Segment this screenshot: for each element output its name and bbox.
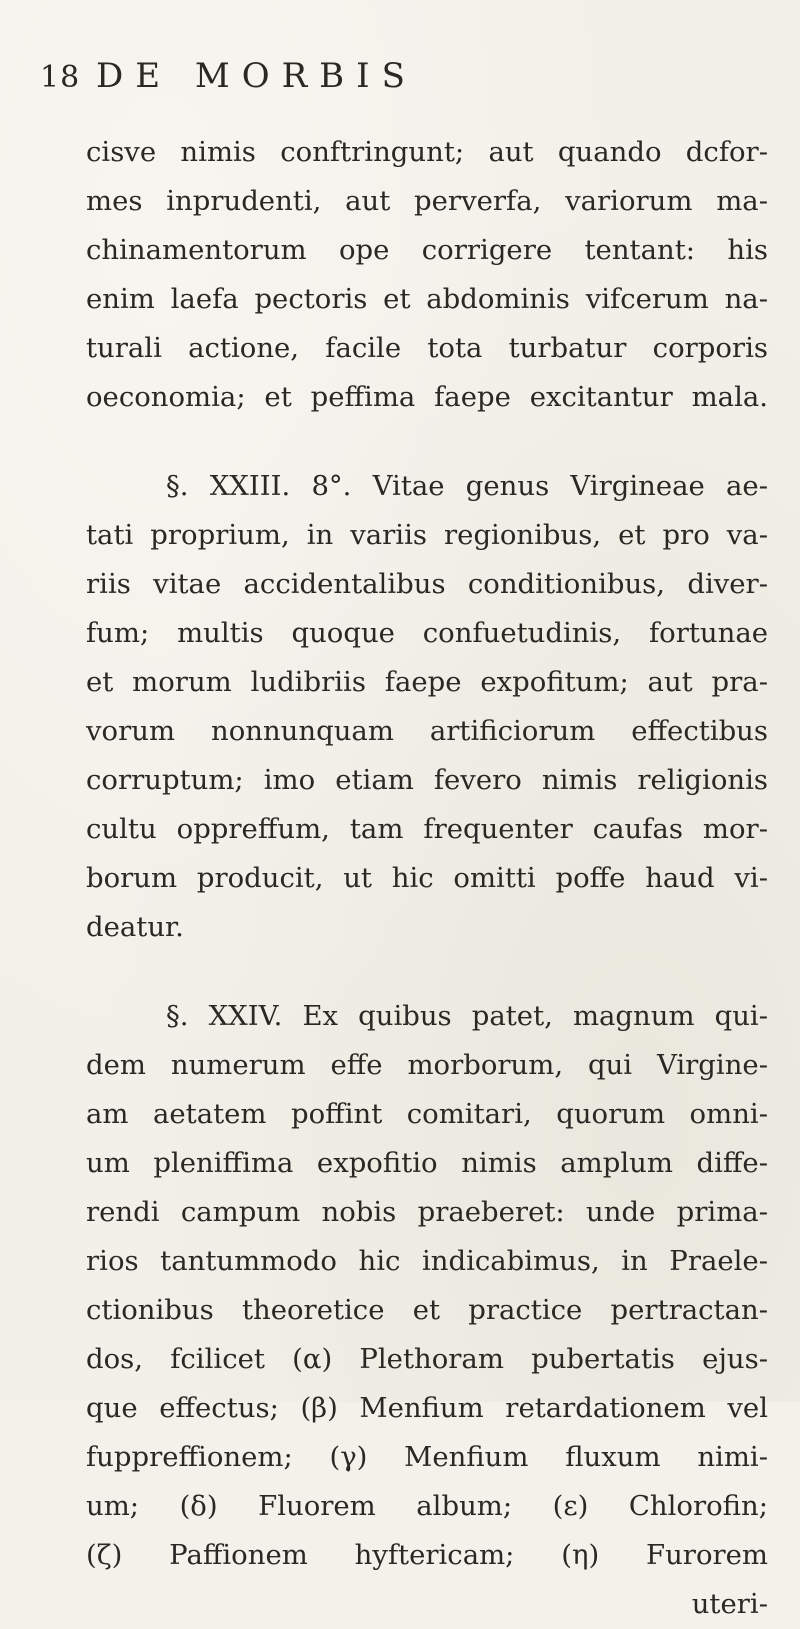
text-line: chinamentorum ope corrigere tentant: his (86, 234, 768, 266)
text-line: um; (δ) Fluorem album; (ε) Chlorofin; (86, 1490, 768, 1522)
body-text (86, 128, 768, 1629)
text-line: dos, fcilicet (α) Plethoram pubertatis ejus- (86, 1343, 768, 1375)
running-head: DE MORBIS (96, 56, 417, 96)
section-heading-line: §. XXIII. 8°. Vitae genus Virgineae ae- (166, 470, 768, 502)
text-line: corruptum; imo etiam fevero nimis religionis (86, 764, 768, 796)
page-number: 18 (40, 60, 81, 95)
text-line: am aetatem poffint comitari, quorum omni- (86, 1098, 768, 1130)
paragraph-3-section-xxiv (86, 992, 768, 1629)
section-heading-line: §. XXIV. Ex quibus patet, magnum qui- (166, 1000, 768, 1032)
text-line: rendi campum nobis praeberet: unde prima- (86, 1196, 768, 1228)
text-line: (ζ) Paffionem hyftericam; (η) Furorem (86, 1539, 768, 1571)
text-line: tati proprium, in variis regionibus, et pro va- (86, 519, 768, 551)
text-line: que effectus; (β) Menfium retardationem vel (86, 1392, 768, 1424)
text-line: vorum nonnunquam artificiorum effectibus (86, 715, 768, 747)
text-line: deatur. (86, 911, 184, 943)
text-line: enim laefa pectoris et abdominis vifcerum na- (86, 283, 768, 315)
text-line: fuppreffionem; (γ) Menfium fluxum nimi- (86, 1441, 768, 1473)
text-line: cultu oppreffum, tam frequenter caufas mor- (86, 813, 768, 845)
text-line: turali actione, facile tota turbatur corporis (86, 332, 768, 364)
text-line: oeconomia; et peffima faepe excitantur mala. (86, 381, 768, 413)
text-line: rios tantummodo hic indicabimus, in Praele- (86, 1245, 768, 1277)
page-header (0, 48, 800, 98)
text-line: um pleniffima expofitio nimis amplum diffe- (86, 1147, 768, 1179)
text-line: ctionibus theoretice et practice pertractan- (86, 1294, 768, 1326)
text-line: et morum ludibriis faepe expofitum; aut pra- (86, 666, 768, 698)
paragraph-1 (86, 128, 768, 422)
text-line: fum; multis quoque confuetudinis, fortunae (86, 617, 768, 649)
catchword: uteri- (691, 1588, 768, 1620)
text-line: mes inprudenti, aut perverfa, variorum ma- (86, 185, 768, 217)
text-line: cisve nimis conftringunt; aut quando dcfor- (86, 136, 768, 168)
text-line: borum producit, ut hic omitti poffe haud vi- (86, 862, 768, 894)
text-line: dem numerum effe morborum, qui Virgine- (86, 1049, 768, 1081)
paragraph-2-section-xxiii (86, 462, 768, 952)
text-line: riis vitae accidentalibus conditionibus, diver- (86, 568, 768, 600)
